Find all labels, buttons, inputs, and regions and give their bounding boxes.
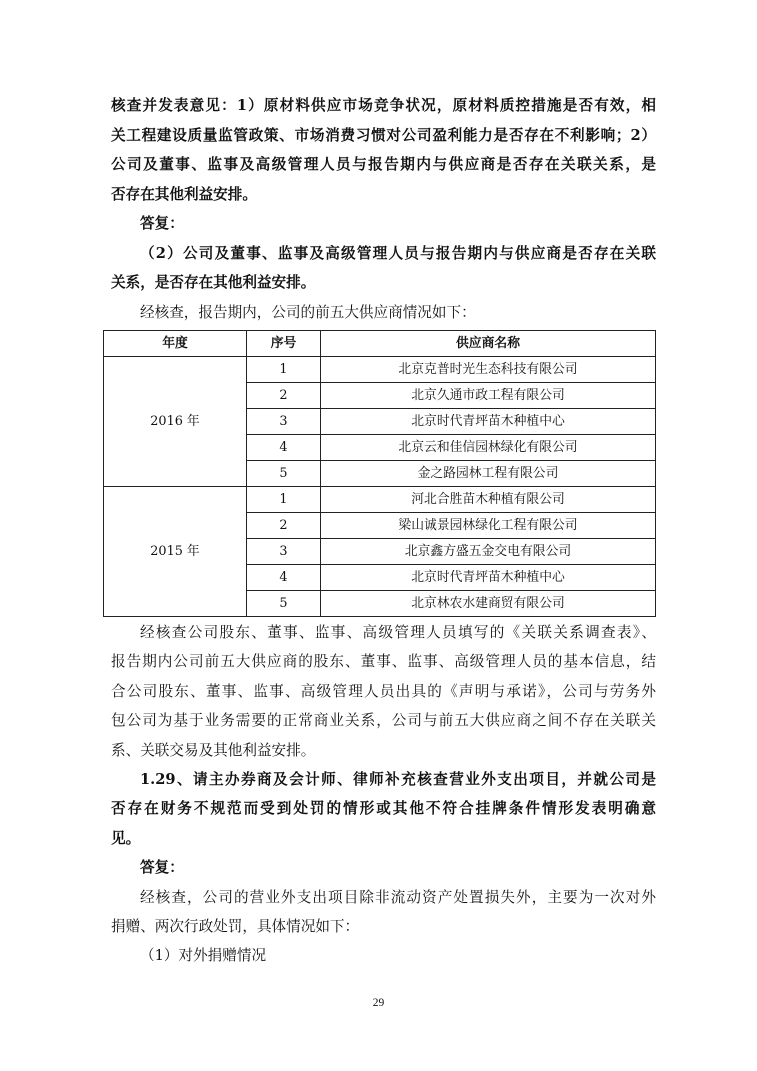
year-cell: 2016 年 — [104, 357, 247, 487]
text-line: 经核查公司股东、董事、监事、高级管理人员填写的《关联关系调查表》、 — [140, 624, 656, 641]
text-line: 关系，是否存在其他利益安排。 — [111, 274, 316, 291]
year-cell: 2015 年 — [104, 487, 247, 617]
text-line: 捐赠、两次行政处罚，具体情况如下： — [111, 918, 360, 935]
text-line: 答复： — [140, 859, 184, 877]
text-line: 1.29、请主办券商及会计师、律师补充核查营业外支出项目，并就公司是 — [140, 771, 656, 788]
table-row — [104, 357, 656, 383]
text-line: 否存在其他利益安排。 — [111, 185, 257, 203]
number-cell: 1 — [247, 487, 321, 513]
supplier-name-cell: 河北合胜苗木种植有限公司 — [321, 487, 656, 513]
supplier-name-cell: 北京久通市政工程有限公司 — [321, 383, 656, 409]
table-body — [104, 357, 656, 617]
table-header-row — [104, 331, 656, 357]
text-line: 报告期内公司前五大供应商的股东、董事、监事、高级管理人员的基本信息，结 — [111, 653, 656, 671]
text-line: （1）对外捐赠情况 — [140, 947, 267, 965]
text-line: 关工程建设质量监管政策、市场消费习惯对公司盈利能力是否存在不利影响；2） — [111, 126, 656, 144]
supplier-name-cell: 北京时代青坪苗木种植中心 — [321, 409, 656, 435]
supplier-name-cell: 梁山诚景园林绿化工程有限公司 — [321, 513, 656, 539]
number-cell: 1 — [247, 357, 321, 383]
text-line: 答复： — [140, 215, 184, 232]
table-row — [104, 487, 656, 513]
supplier-name-cell: 北京云和佳信园林绿化有限公司 — [321, 435, 656, 461]
text-line: 系、关联交易及其他利益安排。 — [111, 741, 316, 759]
text-line: 包公司为基于业务需要的正常商业关系，公司与前五大供应商之间不存在关联关 — [111, 712, 656, 730]
supplier-table — [103, 330, 656, 617]
number-cell: 2 — [247, 513, 321, 539]
text-line: 公司及董事、监事及高级管理人员与报告期内与供应商是否存在关联关系，是 — [111, 156, 656, 173]
text-line: 经核查，公司的营业外支出项目除非流动资产处置损失外，主要为一次对外 — [140, 888, 656, 906]
number-cell: 5 — [247, 461, 321, 487]
supplier-name-cell: 金之路园林工程有限公司 — [321, 461, 656, 487]
text-line: 否存在财务不规范而受到处罚的情形或其他不符合挂牌条件情形发表明确意 — [111, 800, 656, 818]
text-line: 经核查，报告期内，公司的前五大供应商情况如下： — [140, 303, 476, 321]
number-cell: 3 — [247, 409, 321, 435]
header-supplier-name: 供应商名称 — [321, 331, 656, 357]
text-line: （2）公司及董事、监事及高级管理人员与报告期内与供应商是否存在关联 — [140, 244, 656, 262]
number-cell: 2 — [247, 383, 321, 409]
number-cell: 4 — [247, 435, 321, 461]
number-cell: 3 — [247, 539, 321, 565]
text-line: 核查并发表意见：1）原材料供应市场竞争状况，原材料质控措施是否有效，相 — [111, 97, 656, 114]
supplier-name-cell: 北京林农水建商贸有限公司 — [321, 591, 656, 617]
supplier-name-cell: 北京时代青坪苗木种植中心 — [321, 565, 656, 591]
supplier-name-cell: 北京克普时光生态科技有限公司 — [321, 357, 656, 383]
number-cell: 4 — [247, 565, 321, 591]
header-year: 年度 — [104, 331, 247, 357]
page-number: 29 — [372, 997, 385, 1009]
supplier-name-cell: 北京鑫方盛五金交电有限公司 — [321, 539, 656, 565]
header-number: 序号 — [247, 331, 321, 357]
number-cell: 5 — [247, 591, 321, 617]
text-line: 合公司股东、董事、监事、高级管理人员出具的《声明与承诺》，公司与劳务外 — [111, 682, 656, 700]
text-line: 见。 — [111, 829, 141, 847]
